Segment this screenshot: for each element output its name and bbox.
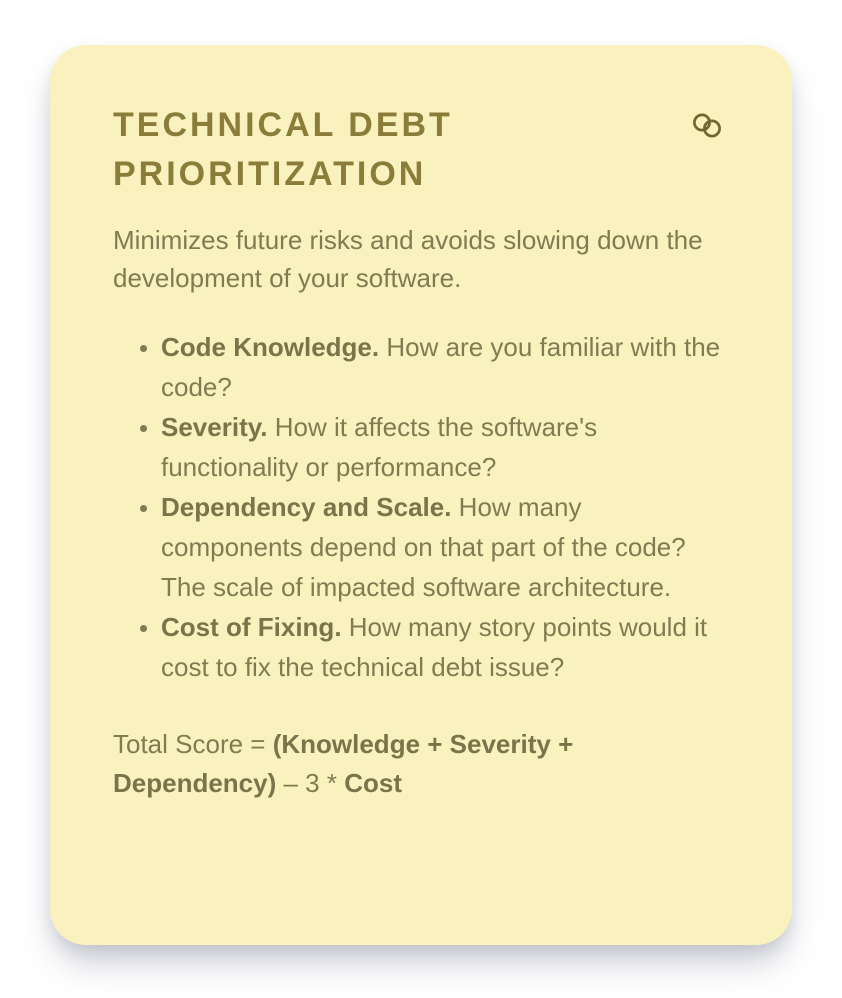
formula-operator: – 3 * [276,768,345,798]
formula-prefix: Total Score = [113,729,273,759]
formula-bold-group: (Knowledge + Severity + Dependency) [113,729,574,798]
criterion-text: How are you familiar with the code? [161,332,721,402]
card-header [113,101,730,199]
criterion-text: How it affects the software's functionality or performance? [161,412,598,482]
list-item [161,607,726,687]
criteria-list [113,327,730,687]
permalink-button[interactable] [690,101,724,141]
link-icon [690,129,724,144]
criterion-term: Severity. [161,412,268,442]
formula-bold-cost: Cost [344,768,402,798]
card-description: Minimizes future risks and avoids slowing down the development of your software. [113,225,703,293]
list-item [161,487,726,607]
list-item [161,327,726,407]
list-item [161,407,726,487]
criterion-term: Cost of Fixing. [161,612,342,642]
criterion-term: Dependency and Scale. [161,492,452,522]
criterion-text: How many components depend on that part of the code? The scale of impacted software architecture. [161,492,686,602]
total-score-formula [113,725,693,803]
criterion-text: How many story points would it cost to fix the technical debt issue? [161,612,708,682]
page-title: TECHNICAL DEBT PRIORITIZATION [113,106,453,193]
criterion-term: Code Knowledge. [161,332,380,362]
technical-debt-card [50,45,792,945]
